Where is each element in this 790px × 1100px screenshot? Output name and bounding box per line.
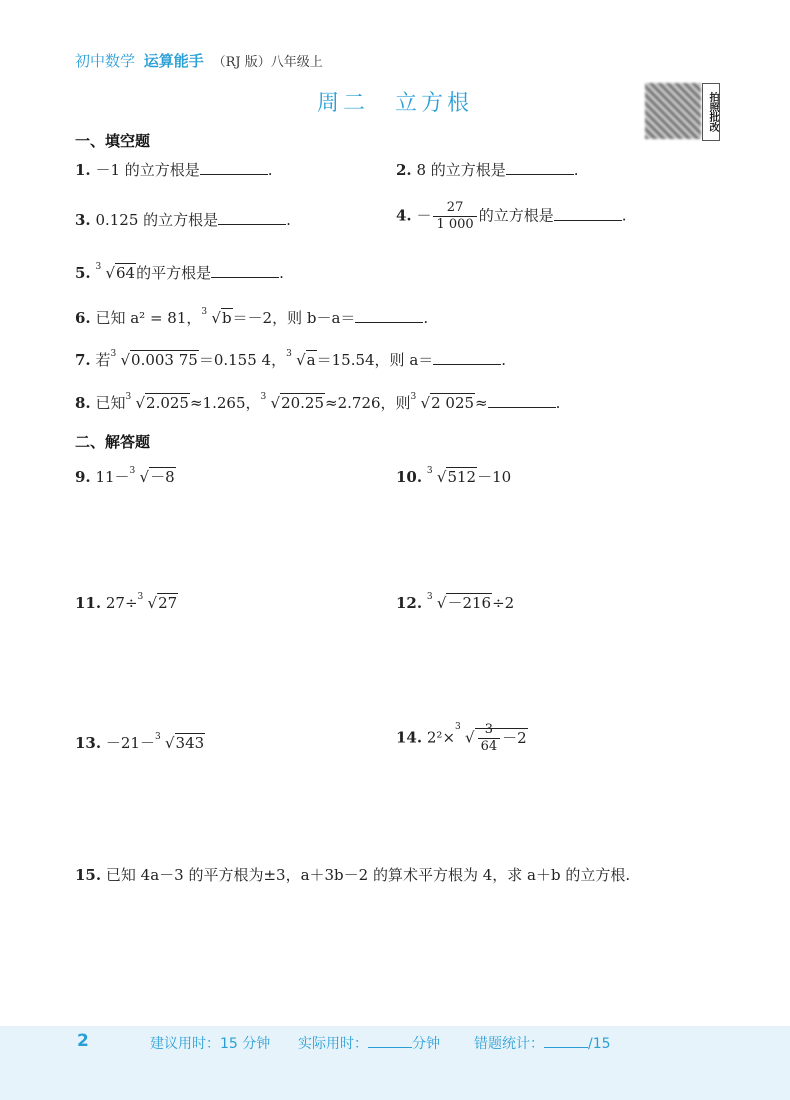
root-index: 3 xyxy=(95,262,102,272)
question-text: ＝15.54，则 a＝ xyxy=(316,351,434,369)
radicand: －216 xyxy=(447,594,492,612)
question-text: 已知 4a－3 的平方根为±3，a＋3b－2 的算术平方根为 4，求 a＋b 的立方根. xyxy=(105,866,631,884)
question-3 xyxy=(75,209,291,231)
root-index: 3 xyxy=(260,392,267,402)
question-end: . xyxy=(267,161,273,179)
radicand: b xyxy=(221,309,232,327)
question-number: 11. xyxy=(75,594,102,612)
root-index: 3 xyxy=(137,592,144,602)
cube-root: √ 3 0.003 75 xyxy=(110,349,198,371)
question-text: 若 xyxy=(95,351,111,369)
actual-time-label: 实际用时： xyxy=(298,1036,368,1052)
question-end: . xyxy=(621,206,627,225)
answer-blank[interactable] xyxy=(218,210,286,225)
root-index: 3 xyxy=(154,732,161,742)
question-end: . xyxy=(573,161,579,179)
radicand: 0.003 75 xyxy=(131,351,198,369)
cube-root: √ 3 －8 xyxy=(130,466,176,488)
root-index: 3 xyxy=(410,392,417,402)
question-text: 的立方根是 xyxy=(478,206,554,225)
answer-blank[interactable] xyxy=(433,350,501,365)
radicand: a xyxy=(306,351,316,369)
qr-label: 拍照批改 xyxy=(702,83,720,141)
root-index: 3 xyxy=(201,307,208,317)
error-count-label: 错题统计： xyxy=(474,1036,544,1052)
root-index: 3 xyxy=(426,592,433,602)
error-count-blank[interactable] xyxy=(544,1035,588,1048)
question-15 xyxy=(75,864,630,886)
denominator: 64 xyxy=(480,739,498,754)
question-number: 4. xyxy=(396,206,412,225)
question-number: 8. xyxy=(75,394,91,412)
cube-root: √ 3 27 xyxy=(138,592,179,614)
suggested-time: 建议用时：15 分钟 xyxy=(150,1036,271,1052)
qr-code-icon[interactable] xyxy=(645,83,701,139)
cube-root: √ 3 b xyxy=(201,307,232,329)
answer-blank[interactable] xyxy=(506,160,574,175)
root-index: 3 xyxy=(286,349,292,359)
question-text: ÷2 xyxy=(492,594,515,612)
root-index: 3 xyxy=(455,722,461,732)
cube-root: √ 3 $\frac{3}{64}$ －2 xyxy=(455,722,528,755)
cube-root: √ 3 64 xyxy=(95,262,136,284)
question-number: 13. xyxy=(75,734,102,752)
question-11 xyxy=(75,592,178,614)
fraction xyxy=(433,200,476,233)
cube-root: √ 3 512 xyxy=(427,466,477,488)
radicand: 2.025 xyxy=(146,394,189,412)
question-text: ≈2.726，则 xyxy=(325,394,411,412)
question-text: ＝－2，则 b－a＝ xyxy=(232,309,356,327)
question-end: . xyxy=(286,211,291,229)
radicand: －8 xyxy=(150,468,175,486)
question-number: 7. xyxy=(75,351,91,369)
radicand: 64 xyxy=(116,264,136,282)
answer-blank[interactable] xyxy=(554,206,622,221)
fraction xyxy=(478,722,501,755)
header-series: 运算能手 xyxy=(143,52,204,70)
answer-blank[interactable] xyxy=(211,263,279,278)
numerator: 27 xyxy=(433,200,476,217)
minus-sign: － xyxy=(416,206,432,225)
page-title: 周二 立方根 xyxy=(316,91,473,116)
cube-root: √ 3 343 xyxy=(155,732,205,754)
question-6 xyxy=(75,307,428,329)
question-13 xyxy=(75,732,205,754)
question-12 xyxy=(396,592,514,614)
error-count-total: /15 xyxy=(588,1036,611,1052)
question-text: －21－ xyxy=(105,734,155,752)
cube-root: √ 3 2 025 xyxy=(411,392,476,414)
question-number: 12. xyxy=(396,594,423,612)
question-end: . xyxy=(501,351,507,369)
question-4 xyxy=(396,200,626,233)
radicand: 512 xyxy=(447,468,477,486)
question-10 xyxy=(396,466,511,488)
radicand: 20.25 xyxy=(281,394,325,412)
header-edition: （RJ 版）八年级上 xyxy=(212,55,323,70)
cube-root: √ 3 a xyxy=(286,349,317,371)
answer-blank[interactable] xyxy=(355,308,423,323)
root-index: 3 xyxy=(110,349,117,359)
question-end: . xyxy=(423,309,429,327)
radicand: 343 xyxy=(175,734,205,752)
question-text: ＝0.155 4， xyxy=(198,351,287,369)
question-number: 2. xyxy=(396,161,412,179)
cube-root: √ 3 2.025 xyxy=(125,392,190,414)
actual-time-unit: 分钟 xyxy=(412,1036,440,1052)
radicand: 2 025 xyxy=(431,394,475,412)
question-number: 15. xyxy=(75,866,102,884)
error-count xyxy=(474,1033,611,1053)
question-14 xyxy=(396,722,528,755)
question-number: 9. xyxy=(75,468,91,486)
question-text: －1 的立方根是 xyxy=(95,161,200,179)
question-end: . xyxy=(279,264,284,282)
question-text: 0.125 的立方根是 xyxy=(95,211,219,229)
header-subject: 初中数学 xyxy=(75,52,136,70)
actual-time xyxy=(298,1033,440,1053)
question-number: 1. xyxy=(75,161,91,179)
answer-blank[interactable] xyxy=(488,393,556,408)
page-number: 2 xyxy=(77,1031,89,1051)
answer-blank[interactable] xyxy=(200,160,268,175)
question-text: ≈1.265， xyxy=(189,394,261,412)
question-text: －10 xyxy=(477,468,512,486)
question-number: 5. xyxy=(75,264,91,282)
question-number: 3. xyxy=(75,211,91,229)
question-5 xyxy=(75,262,284,284)
question-text: －2 xyxy=(502,728,527,747)
question-end: . xyxy=(555,394,561,412)
question-text: 已知 xyxy=(95,394,126,412)
section-solve-heading: 二、解答题 xyxy=(75,433,151,451)
question-number: 10. xyxy=(396,468,423,486)
question-text: ≈ xyxy=(475,394,488,412)
question-1 xyxy=(75,159,273,181)
root-index: 3 xyxy=(426,466,433,476)
actual-time-blank[interactable] xyxy=(368,1035,412,1048)
question-number: 6. xyxy=(75,309,91,327)
question-8 xyxy=(75,392,560,414)
question-text: 27÷ xyxy=(105,594,138,612)
root-index: 3 xyxy=(129,466,136,476)
section-fill-heading: 一、填空题 xyxy=(75,132,151,150)
question-text: 8 的立方根是 xyxy=(416,161,506,179)
question-7 xyxy=(75,349,506,371)
numerator: 3 xyxy=(478,722,501,739)
question-text: 2²× xyxy=(426,728,456,747)
question-text: 已知 a² = 81， xyxy=(95,309,202,327)
cube-root: √ 3 20.25 xyxy=(261,392,326,414)
cube-root: √ 3 －216 xyxy=(427,592,492,614)
question-9 xyxy=(75,466,176,488)
question-text: 的平方根是 xyxy=(136,264,212,282)
question-2 xyxy=(396,159,579,181)
question-text: 11－ xyxy=(95,468,130,486)
denominator: 1 000 xyxy=(436,217,474,232)
root-index: 3 xyxy=(125,392,132,402)
radicand: 27 xyxy=(158,594,178,612)
running-header xyxy=(75,50,323,71)
question-number: 14. xyxy=(396,728,423,747)
